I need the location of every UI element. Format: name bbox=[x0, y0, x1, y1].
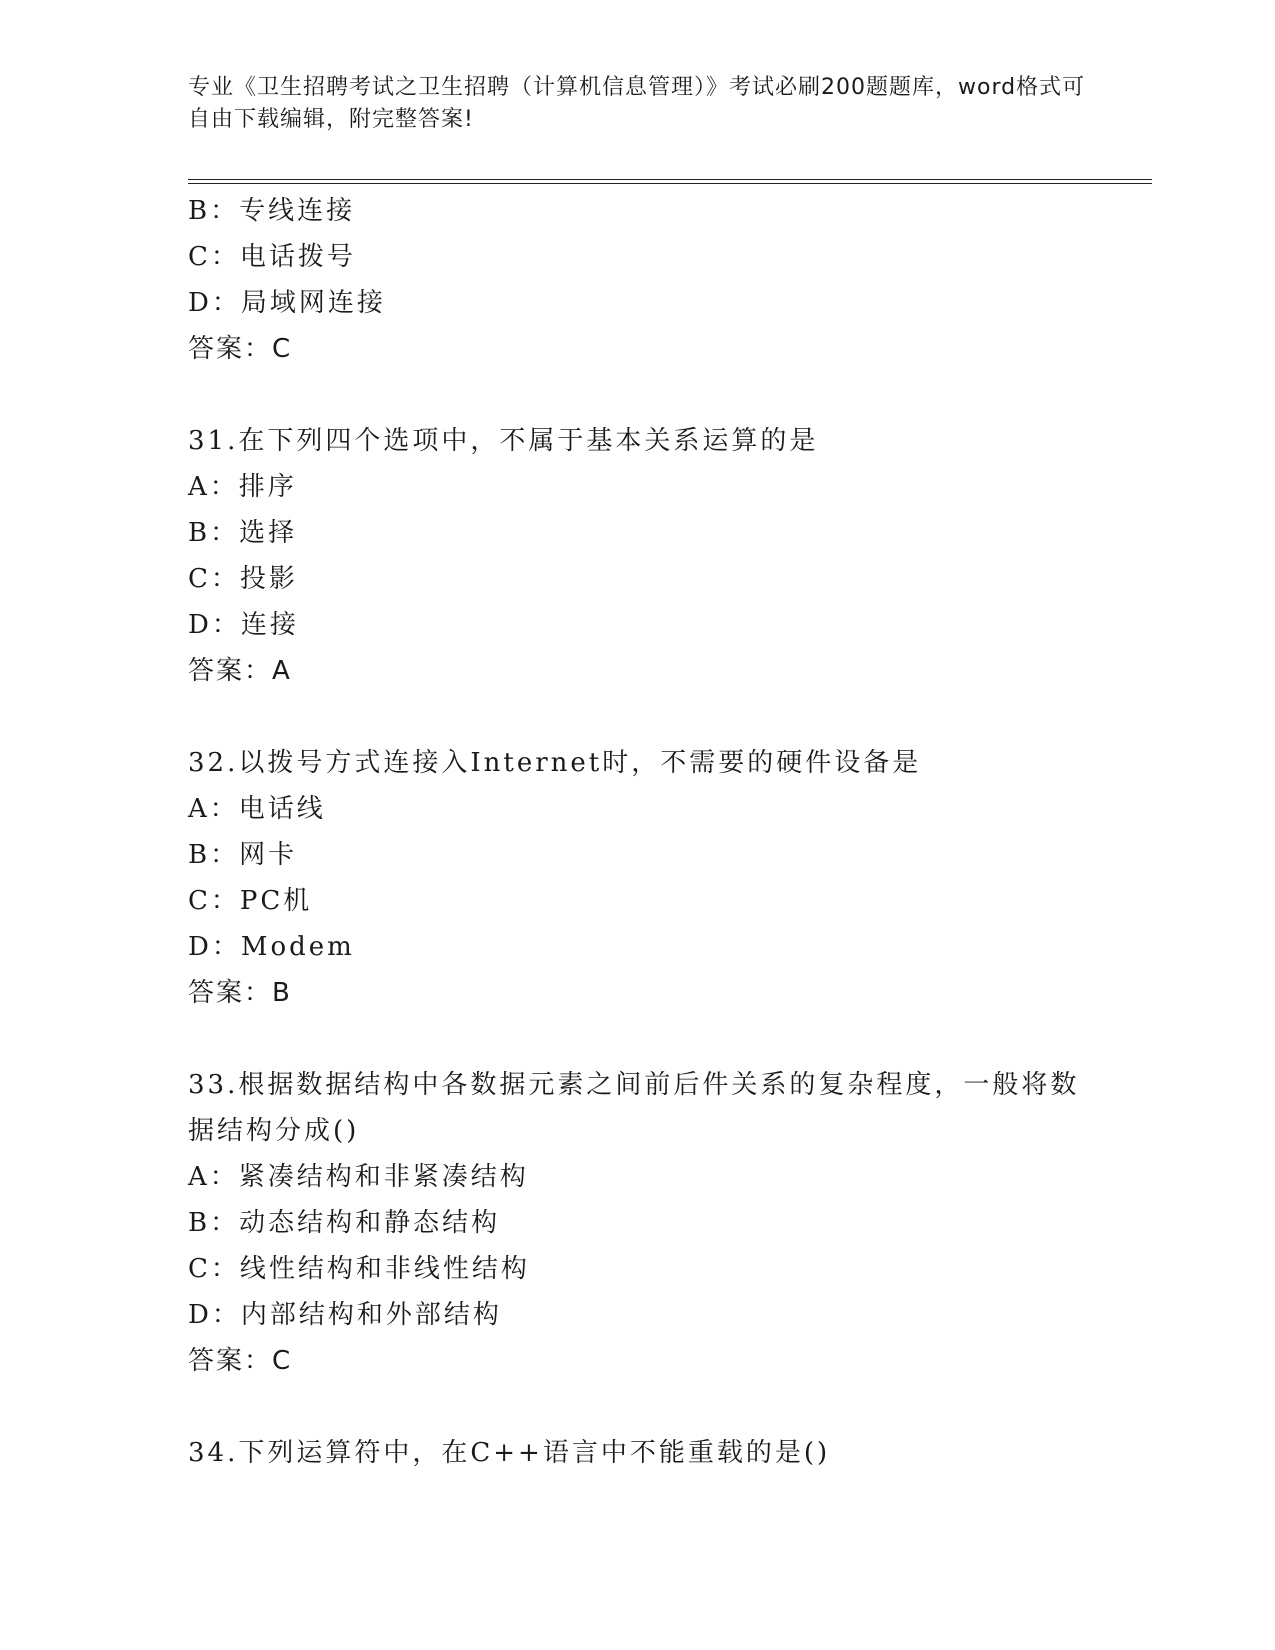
question-list bbox=[188, 188, 1088, 1476]
answer: 答案：A bbox=[188, 656, 292, 686]
answer: 答案：C bbox=[188, 1346, 293, 1376]
option-d: D：连接 bbox=[188, 610, 299, 640]
option-c: C：PC机 bbox=[188, 886, 313, 916]
question-33 bbox=[188, 1062, 1088, 1384]
question-stem: 31.在下列四个选项中，不属于基本关系运算的是 bbox=[188, 426, 819, 456]
question-stem: 32.以拨号方式连接入Internet时，不需要的硬件设备是 bbox=[188, 748, 922, 778]
header-rule-top bbox=[188, 179, 1152, 180]
question-stem: 34.下列运算符中，在C++语言中不能重载的是() bbox=[188, 1438, 831, 1468]
option-b: B：专线连接 bbox=[188, 196, 356, 226]
question-stem-line-2: 据结构分成() bbox=[188, 1116, 360, 1146]
option-b: B：选择 bbox=[188, 518, 298, 548]
spacer bbox=[188, 1016, 1088, 1062]
question-32 bbox=[188, 740, 1088, 1016]
option-c: C：投影 bbox=[188, 564, 298, 594]
option-b: B：网卡 bbox=[188, 840, 298, 870]
spacer bbox=[188, 372, 1088, 418]
question-31 bbox=[188, 418, 1088, 694]
answer: 答案：C bbox=[188, 334, 293, 364]
question-34 bbox=[188, 1430, 1088, 1476]
option-a: A：电话线 bbox=[188, 794, 326, 824]
question-30-tail bbox=[188, 188, 1088, 372]
question-stem-line-1: 33.根据数据结构中各数据元素之间前后件关系的复杂程度，一般将数 bbox=[188, 1070, 1080, 1100]
option-d: D：内部结构和外部结构 bbox=[188, 1300, 502, 1330]
option-c: C：线性结构和非线性结构 bbox=[188, 1254, 530, 1284]
spacer bbox=[188, 1384, 1088, 1430]
option-c: C：电话拨号 bbox=[188, 242, 356, 272]
option-b: B：动态结构和静态结构 bbox=[188, 1208, 501, 1238]
header-rule-bottom bbox=[188, 183, 1152, 184]
option-a: A：紧凑结构和非紧凑结构 bbox=[188, 1162, 529, 1192]
spacer bbox=[188, 694, 1088, 740]
option-d: D：局域网连接 bbox=[188, 288, 386, 318]
document-header: 专业《卫生招聘考试之卫生招聘（计算机信息管理）》考试必刷200题题库，word格式可自由下载编辑，附完整答案! bbox=[188, 75, 1086, 132]
option-d: D：Modem bbox=[188, 932, 355, 962]
option-a: A：排序 bbox=[188, 472, 297, 502]
answer: 答案：B bbox=[188, 978, 292, 1008]
